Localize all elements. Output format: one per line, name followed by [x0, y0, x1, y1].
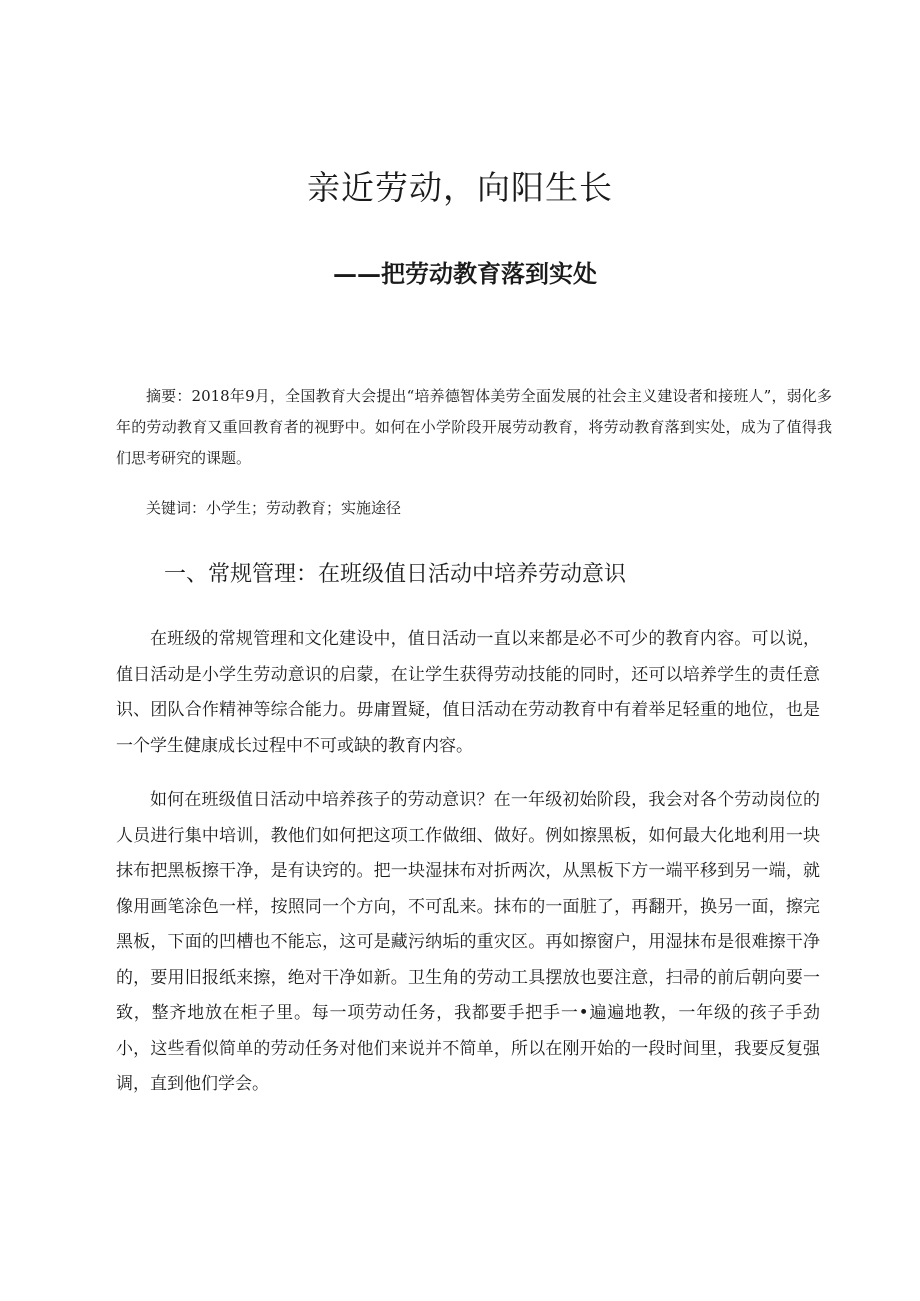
document-subtitle: ——把劳动教育落到实处 — [333, 259, 597, 288]
body-paragraph: 在班级的常规管理和文化建设中，值日活动一直以来都是必不可少的教育内容。可以说，值日活动是小学生劳动意识的启蒙，在让学生获得劳动技能的同时，还可以培养学生的责任意识、团队合作精神等综合能力。毋庸置疑，值日活动在劳动教育中有着举足轻重的地位，也是一个学生健康成长过程中不可或缺的教育内容。 — [116, 629, 820, 756]
document-title: 亲近劳动，向阳生长 — [307, 168, 613, 207]
keywords: 关键词：小学生；劳动教育；实施途径 — [146, 499, 402, 517]
body-paragraph: 如何在班级值日活动中培养孩子的劳动意识？在一年级初始阶段，我会对各个劳动岗位的人员进行集中培训，教他们如何把这项工作做细、做好。例如擦黑板，如何最大化地利用一块抹布把黑板擦干净，是有诀窍的。把一块湿抹布对折两次，从黑板下方一端平移到另一端，就像用画笔涂色一样，按照同一个方向，不可乱来。抹布的一面脏了，再翻开，换另一面，擦完黑板，下面的凹槽也不能忘，这可是藏污纳垢的重灾区。再如擦窗户，用湿抹布是很难擦干净的，要用旧报纸来擦，绝对干净如新。卫生角的劳动工具摆放也要注意，扫帚的前后朝向要一致，整齐地放在柜子里。每一项劳动任务，我都要手把手一•遍遍地教，一年级的孩子手劲小，这些看似简单的劳动任务对他们来说并不简单，所以在刚开始的一段时间里，我要反复强调，直到他们学会。 — [116, 790, 820, 1094]
abstract: 摘要：2018年9月，全国教育大会提出“培养德智体美劳全面发展的社会主义建设者和接班人”，弱化多年的劳动教育又重回教育者的视野中。如何在小学阶段开展劳动教育，将劳动教育落到实处，成为了值得我们思考研究的课题。 — [116, 387, 832, 467]
section-heading: 一、常规管理：在班级值日活动中培养劳动意识 — [164, 562, 627, 587]
